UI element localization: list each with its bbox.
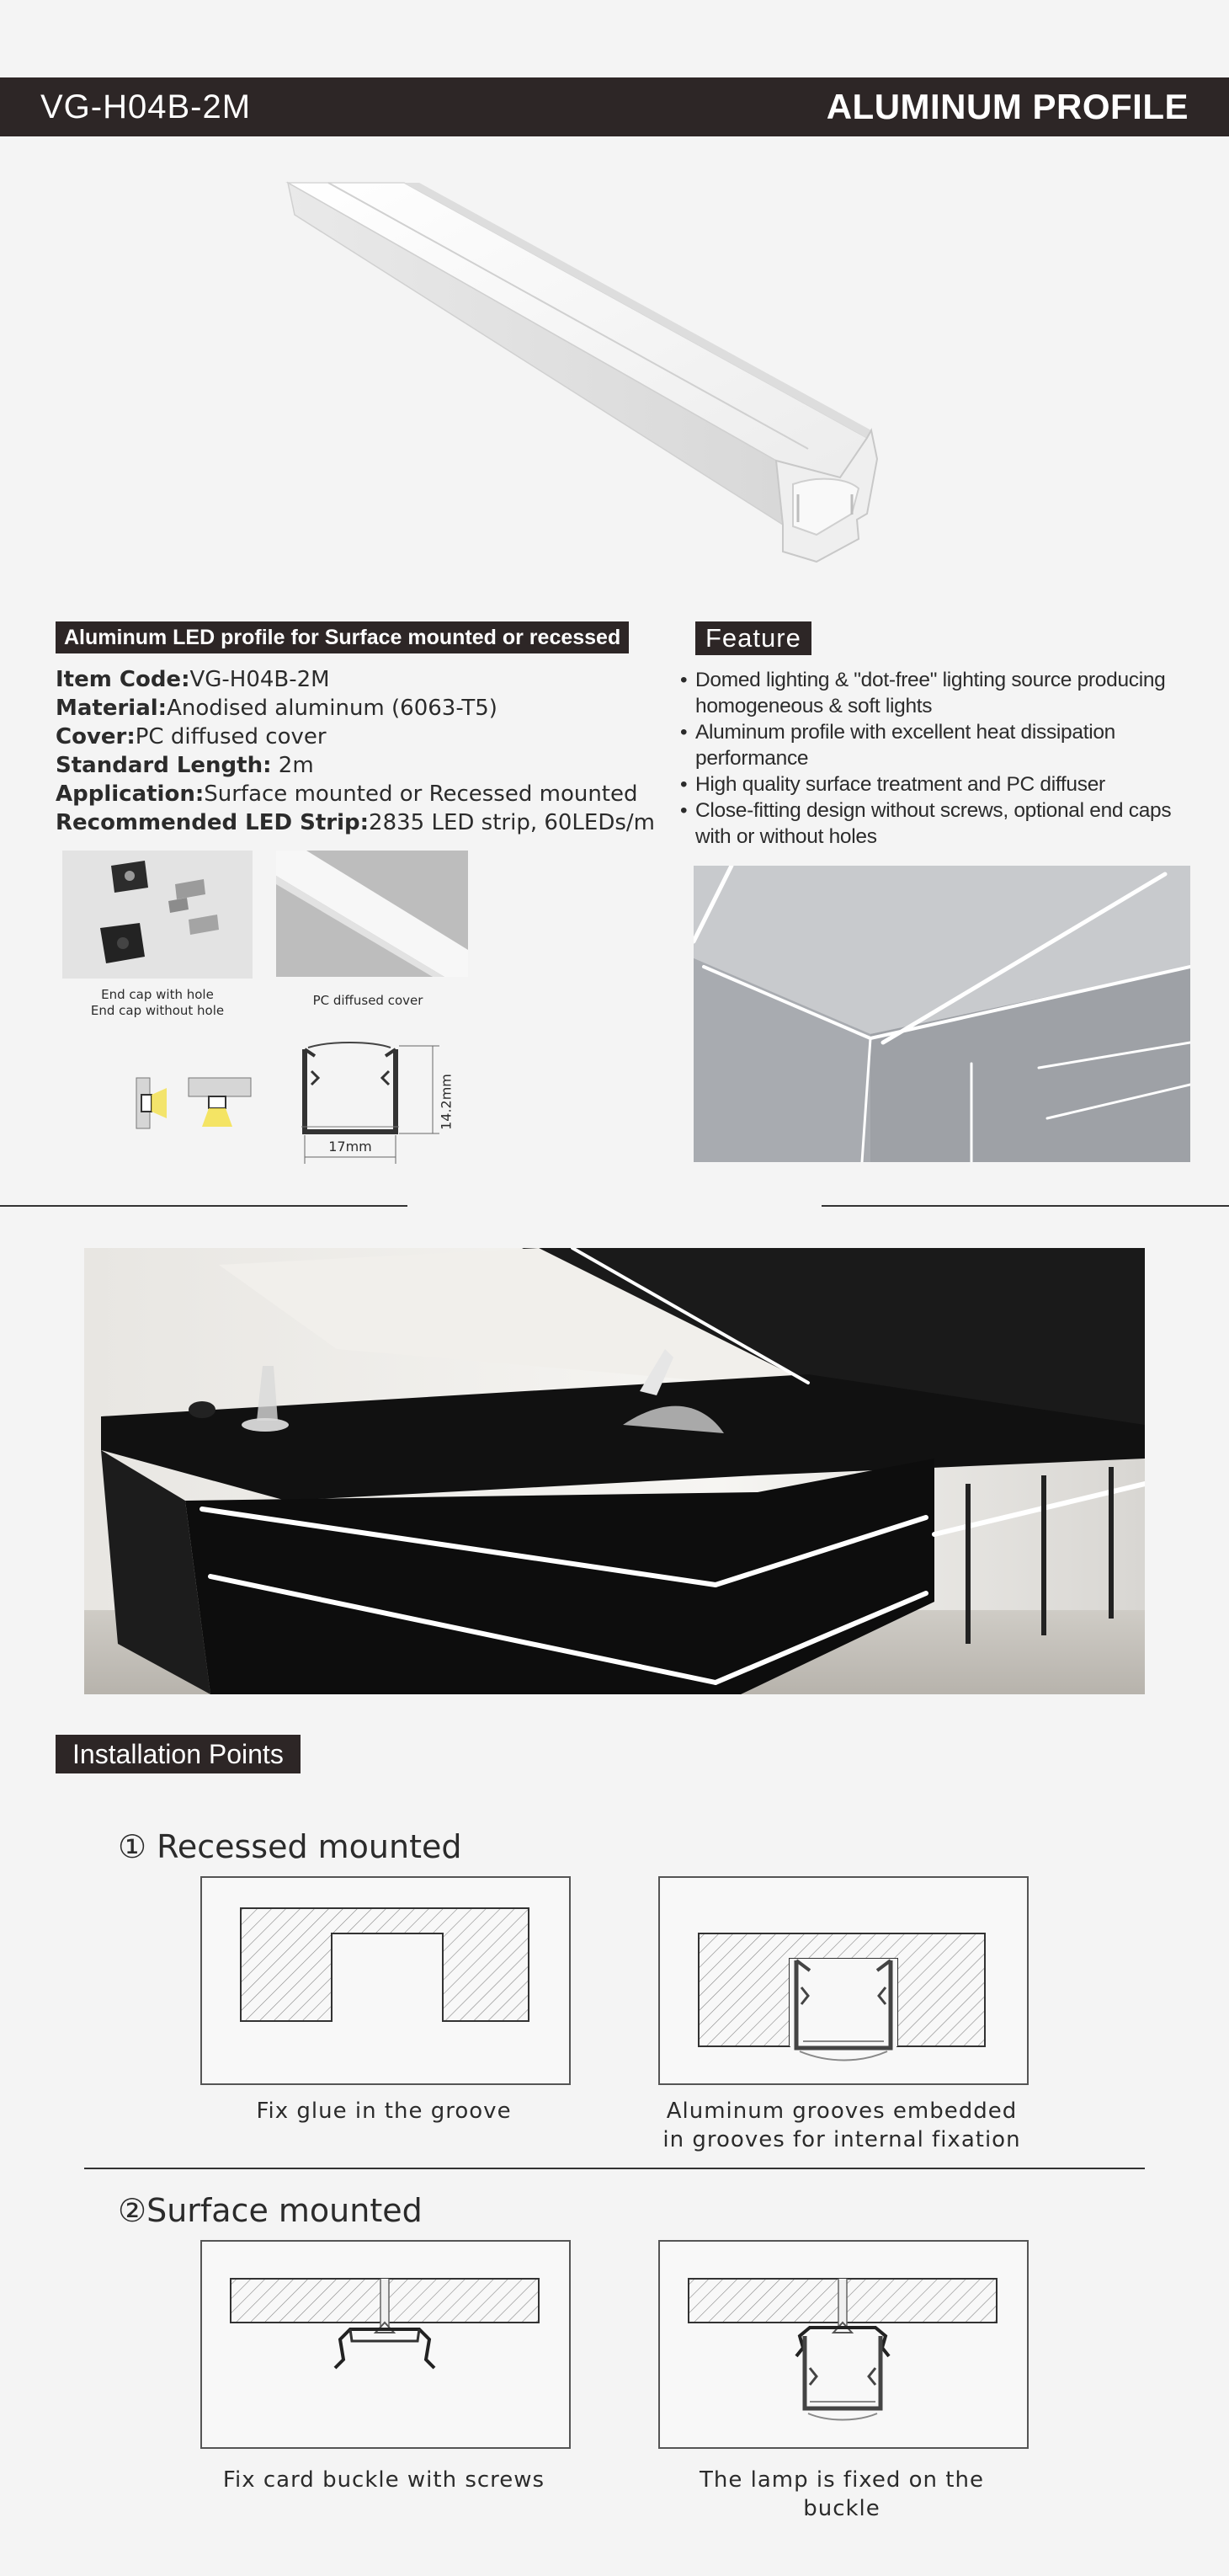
spec-key: Cover: [56, 724, 136, 749]
mount-type-icons [126, 1076, 253, 1144]
feature-list [680, 667, 1194, 850]
product-type-title: ALUMINUM PROFILE [826, 87, 1189, 126]
recessed-embedded-diagram [658, 1876, 1029, 2085]
spec-key: Material: [56, 696, 168, 721]
section-divider-right [822, 1205, 1229, 1207]
feature-item: • Close-fitting design without screws, optional end caps with or without holes [680, 797, 1194, 850]
recessed-glue-diagram [200, 1876, 571, 2085]
feature-item: • High quality surface treatment and PC diffuser [680, 771, 1194, 797]
spec-value: Surface mounted or Recessed mounted [204, 781, 638, 807]
installation-label: Installation Points [56, 1735, 301, 1773]
spec-cover [56, 723, 695, 751]
pc-cover-photo [276, 851, 468, 977]
feature-label: Feature [695, 621, 811, 655]
surface-buckle-drawing [202, 2242, 569, 2447]
spec-application [56, 780, 695, 808]
model-code: VG-H04B-2M [40, 88, 252, 125]
recessed-embedded-caption-line1: Aluminum grooves embedded [666, 2099, 1018, 2124]
feature-item: • Domed lighting & "dot-free" lighting source producing homogeneous & soft lights [680, 667, 1194, 719]
spec-value: VG-H04B-2M [189, 667, 330, 692]
surface-buckle-diagram [200, 2240, 571, 2449]
end-cap-photo [62, 851, 253, 979]
spec-item-code [56, 665, 695, 694]
recessed-glue-caption: Fix glue in the groove [256, 2099, 512, 2124]
recessed-embedded-drawing [660, 1878, 1027, 2083]
surface-lamp-diagram [658, 2240, 1029, 2449]
surface-lamp-drawing [660, 2242, 1027, 2447]
spec-value: PC diffused cover [135, 724, 327, 749]
profile-hero-image [278, 181, 884, 585]
spec-key: Item Code: [56, 667, 190, 692]
surface-mounted-title: ②Surface mounted [118, 2192, 423, 2229]
spec-key: Standard Length: [56, 753, 272, 778]
header-bar [0, 77, 1229, 136]
spec-list [56, 665, 695, 837]
feature-item: • Aluminum profile with excellent heat dissipation performance [680, 719, 1194, 771]
spec-key: Application: [56, 781, 205, 807]
spec-length [56, 751, 695, 780]
end-cap-caption-hole: End cap with hole [101, 987, 214, 1002]
spec-led-strip [56, 808, 695, 837]
spec-value: 2835 LED strip, 60LEDs/m [369, 810, 655, 835]
installation-divider [84, 2168, 1145, 2169]
recessed-glue-drawing [202, 1878, 569, 2083]
spec-value: Anodised aluminum (6063-T5) [167, 696, 497, 721]
surface-lamp-caption: The lamp is fixed on the buckle [700, 2467, 984, 2521]
intro-label: Aluminum LED profile for Surface mounted or recessed [56, 621, 629, 653]
bar-counter-photo [84, 1248, 1145, 1694]
pc-cover-caption: PC diffused cover [312, 993, 423, 1008]
surface-buckle-caption: Fix card buckle with screws [222, 2467, 545, 2493]
spec-material [56, 694, 695, 723]
recessed-mounted-title: ① Recessed mounted [118, 1828, 462, 1865]
dim-height-label: 14.2mm [438, 1074, 455, 1130]
section-divider-left [0, 1205, 407, 1207]
spec-key: Recommended LED Strip: [56, 810, 370, 835]
dim-width-label: 17mm [328, 1139, 372, 1155]
recessed-embedded-caption-line2: in grooves for internal fixation [662, 2127, 1021, 2152]
end-cap-caption-no-hole: End cap without hole [90, 1003, 225, 1018]
ceiling-application-photo [694, 866, 1190, 1162]
spec-value: 2m [271, 753, 314, 778]
